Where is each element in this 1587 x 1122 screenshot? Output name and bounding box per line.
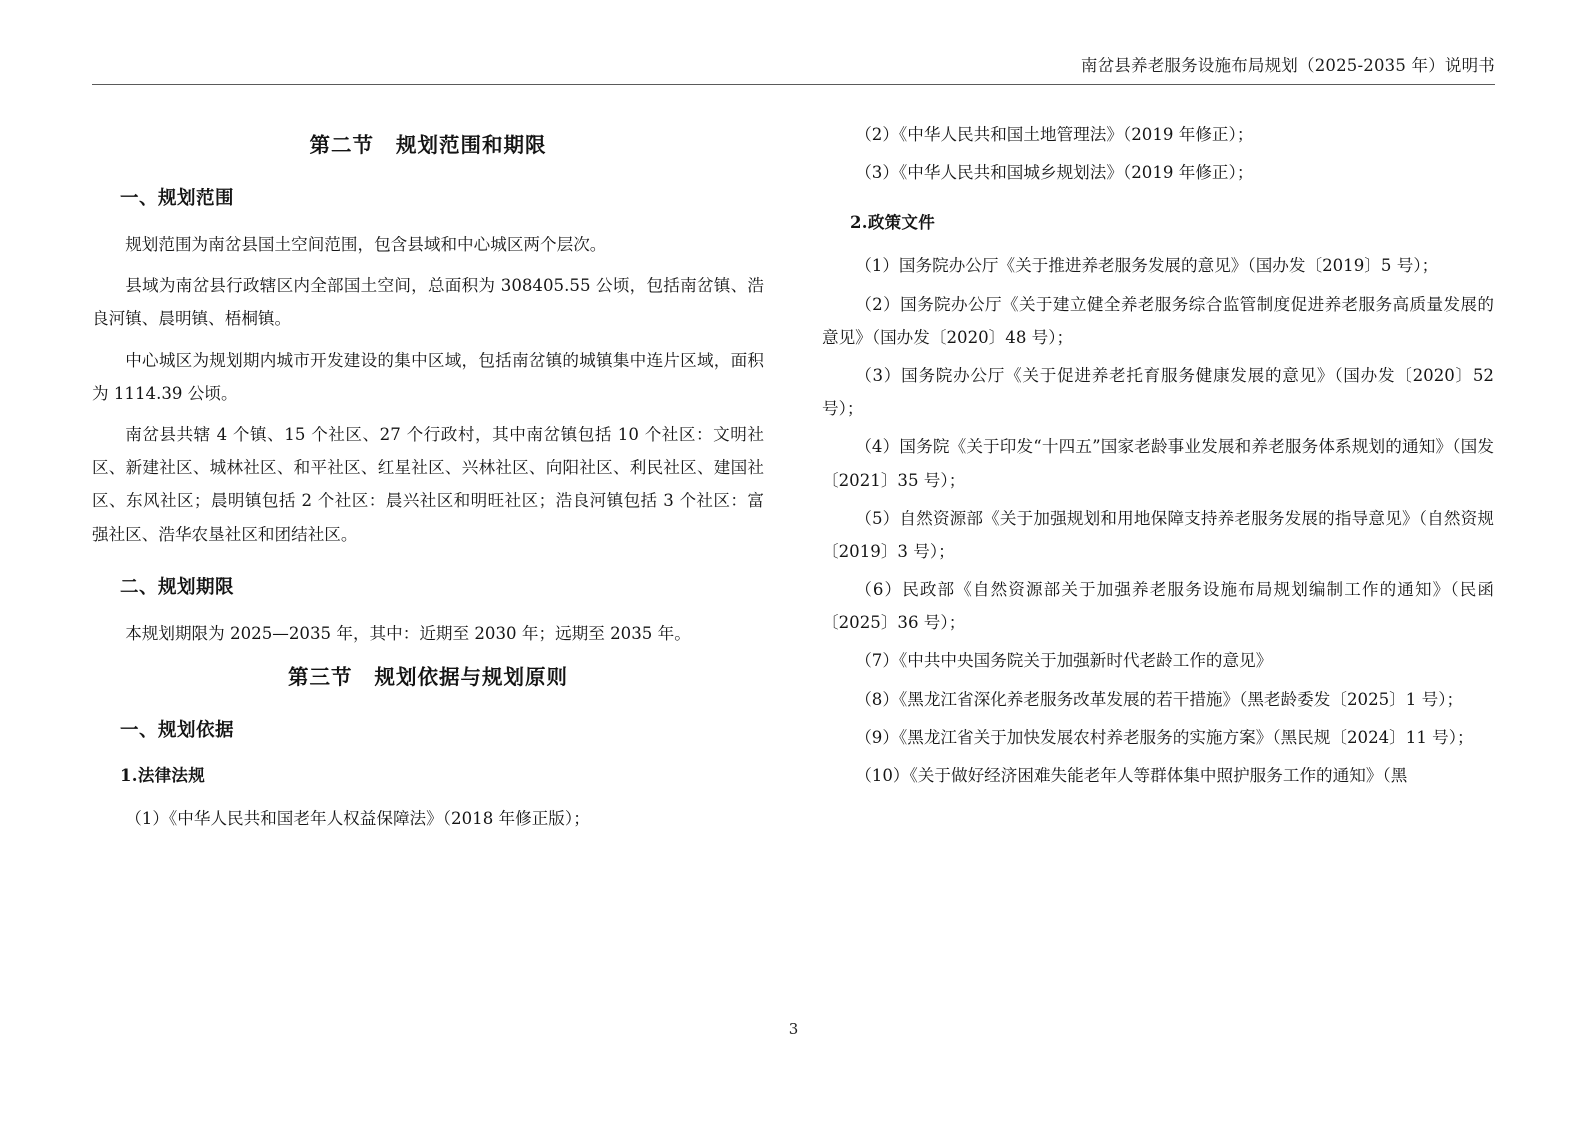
section-heading-second-text: 规划范围和期限 (396, 133, 547, 157)
section-heading-third-label: 第三节 (288, 664, 353, 689)
list-item-law-2: （2）《中华人民共和国土地管理法》（2019 年修正）； (855, 125, 1254, 144)
page-number: 3 (788, 1020, 799, 1038)
section-heading-third-text: 规划依据与规划原则 (374, 664, 568, 689)
page-body (92, 118, 1495, 988)
list-item-policy-10: （10）《关于做好经济困难失能老年人等群体集中照护服务工作的通知》（黑 (855, 766, 1408, 785)
list-item-law-3: （3）《中华人民共和国城乡规划法》（2019 年修正）； (855, 163, 1254, 183)
section-heading-second (92, 128, 764, 158)
list-item-policy-5: （5）自然资源部《关于加强规划和用地保障支持养老服务发展的指导意见》（自然资规〔2019〕3 号）； (822, 508, 1494, 561)
header-divider (92, 84, 1495, 85)
list-item-policy-6: （6）民政部《自然资源部关于加强养老服务设施布局规划编制工作的通知》（民函〔2025〕36 号）； (822, 580, 1494, 633)
list-item-policy-1: （1）国务院办公厅《关于推进养老服务发展的意见》（国办发〔2019〕5 号）； (855, 256, 1439, 276)
running-header (92, 54, 1495, 84)
subheading-policy-documents: 2.政策文件 (850, 213, 936, 233)
list-item-policy-3: （3）国务院办公厅《关于促进养老托育服务健康发展的意见》（国办发〔2020〕52 号）； (822, 365, 1494, 419)
subheading-laws-regulations: 1.法律法规 (120, 765, 206, 785)
list-item-policy-8: （8）《黑龙江省深化养老服务改革发展的若干措施》（黑老龄委发〔2025〕1 号）； (855, 689, 1464, 709)
subheading-planning-basis: 一、规划依据 (120, 719, 235, 741)
paragraph-scope-overview: 规划范围为南岔县国土空间范围，包含县域和中心城区两个层次。 (125, 235, 607, 254)
list-item-policy-9: （9）《黑龙江省关于加快发展农村养老服务的实施方案》（黑民规〔2024〕11 号）； (855, 727, 1474, 747)
running-header-text: 南岔县养老服务设施布局规划（2025-2035 年）说明书 (1080, 56, 1495, 75)
paragraph-central-urban-area: 中心城区为规划期内城市开发建设的集中区域，包括南岔镇的城镇集中连片区域，面积为 1114.39 公顷。 (92, 350, 764, 403)
paragraph-planning-period: 本规划期限为 2025—2035 年，其中：近期至 2030 年；远期至 2035 年。 (125, 623, 691, 643)
paragraph-county-area: 县域为南岔县行政辖区内全部国土空间，总面积为 308405.55 公顷，包括南岔镇、浩良河镇、晨明镇、梧桐镇。 (92, 276, 764, 329)
section-heading-third (92, 660, 764, 690)
right-column (822, 118, 1494, 988)
left-column (92, 118, 764, 988)
subheading-planning-period: 二、规划期限 (120, 576, 235, 598)
list-item-law-1: （1）《中华人民共和国老年人权益保障法》（2018 年修正版）； (125, 808, 590, 828)
section-heading-second-label: 第二节 (309, 133, 374, 157)
subheading-planning-scope: 一、规划范围 (120, 188, 235, 209)
list-item-policy-4: （4）国务院《关于印发“十四五”国家老龄事业发展和养老服务体系规划的通知》（国发〔2021〕35 号）； (822, 437, 1494, 490)
list-item-policy-7: （7）《中共中央国务院关于加强新时代老龄工作的意见》 (855, 651, 1273, 671)
list-item-policy-2: （2）国务院办公厅《关于建立健全养老服务综合监管制度促进养老服务高质量发展的意见》（国办发〔2020〕48 号）； (822, 294, 1494, 347)
paragraph-administrative-divisions: 南岔县共辖 4 个镇、15 个社区、27 个行政村，其中南岔镇包括 10 个社区：文明社区、新建社区、城林社区、和平社区、红星社区、兴林社区、向阳社区、利民社区、建国社区、东风社区；晨明镇包括 2 个社区：晨兴社区和明旺社区；浩良河镇包括 3 个社区：富强社区、浩华农垦社区和团结社区。 (92, 424, 764, 544)
